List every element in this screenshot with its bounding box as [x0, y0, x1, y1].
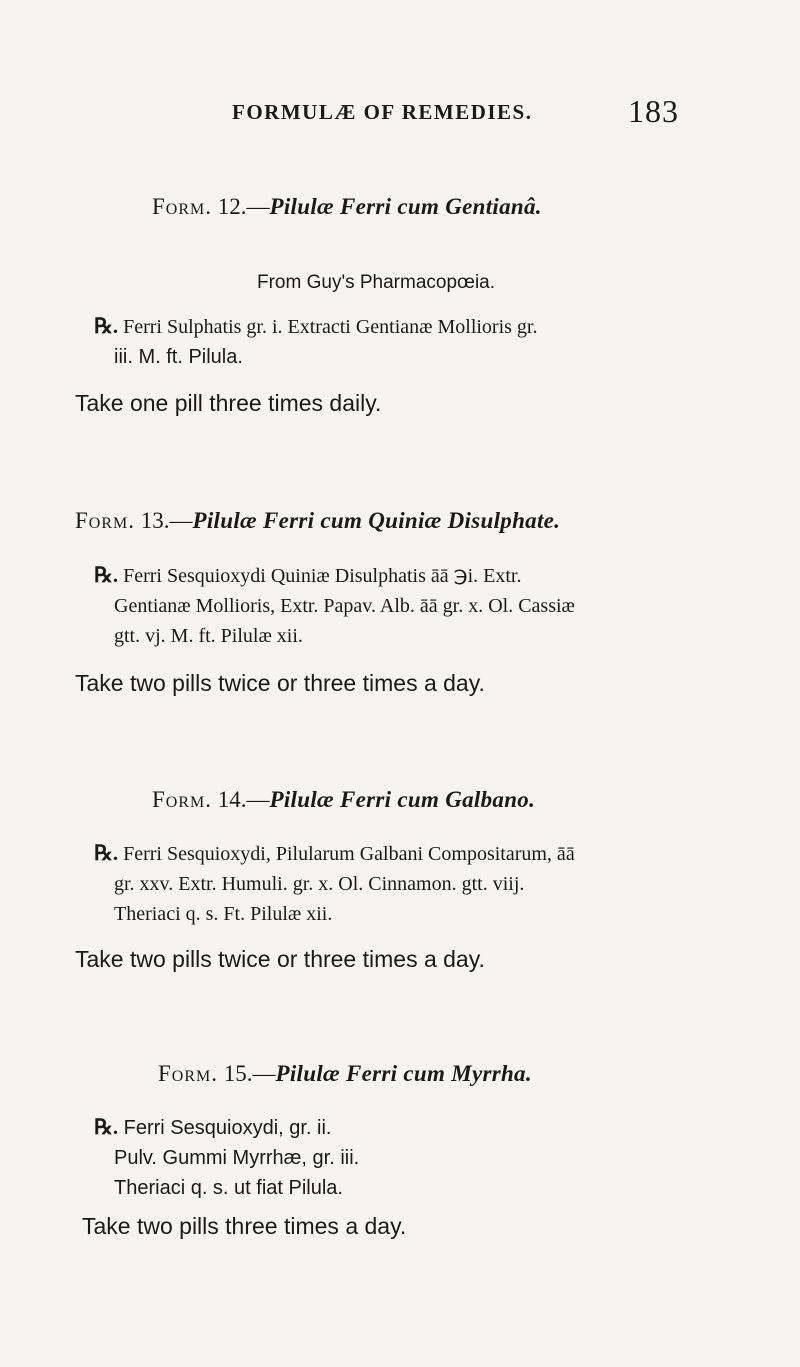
prescription-symbol: ℞. [94, 1115, 119, 1139]
form-14-instruction: Take two pills twice or three times a day. [75, 946, 485, 972]
form-title: Pilulæ Ferri cum Quiniæ Disulphate. [192, 508, 561, 533]
form-number: 14.— [212, 787, 270, 812]
form-title: Pilulæ Ferri cum Galbano. [269, 787, 536, 812]
recipe-text: Ferri Sesquioxydi Quiniæ Disulphatis āā ℈i. Extr. [118, 565, 522, 587]
form-12-heading [152, 194, 542, 220]
recipe-line: gtt. vj. M. ft. Pilulæ xii. [114, 625, 303, 647]
recipe-line: Pulv. Gummi Myrrhæ, gr. iii. [114, 1147, 360, 1169]
prescription-symbol: ℞. [94, 841, 119, 865]
running-title: FORMULÆ OF REMEDIES. [232, 100, 533, 124]
form-13-heading [75, 508, 560, 534]
recipe-text: Ferri Sesquioxydi, gr. ii. [118, 1117, 332, 1139]
form-label: Form. [158, 1061, 218, 1086]
prescription-symbol: ℞. [94, 563, 119, 587]
form-label: Form. [152, 194, 212, 219]
form-title: Pilulæ Ferri cum Gentianâ. [269, 194, 542, 219]
form-number: 12.— [212, 194, 270, 219]
form-12-recipe [94, 311, 734, 372]
form-label: Form. [152, 787, 212, 812]
form-12-instruction: Take one pill three times daily. [75, 390, 382, 416]
recipe-text: Ferri Sulphatis gr. i. Extracti Gentianæ Mollioris gr. [118, 316, 538, 338]
recipe-text: Ferri Sesquioxydi, Pilularum Galbani Compositarum, āā [118, 843, 575, 865]
page-number: 183 [628, 93, 679, 129]
form-12-source: From Guy's Pharmacopœia. [257, 272, 496, 293]
form-label: Form. [75, 508, 135, 533]
recipe-line [94, 311, 734, 342]
recipe-line: iii. M. ft. Pilula. [114, 346, 243, 368]
form-number: 15.— [218, 1061, 276, 1086]
form-title: Pilulæ Ferri cum Myrrha. [275, 1061, 532, 1086]
form-number: 13.— [135, 508, 193, 533]
form-15-instruction: Take two pills three times a day. [82, 1213, 407, 1239]
prescription-symbol: ℞. [94, 314, 119, 338]
form-13-instruction: Take two pills twice or three times a day. [75, 670, 485, 696]
recipe-line [94, 1112, 734, 1143]
recipe-line [94, 560, 734, 591]
recipe-line: Theriaci q. s. Ft. Pilulæ xii. [114, 903, 333, 925]
recipe-line: Theriaci q. s. ut fiat Pilula. [114, 1177, 343, 1199]
recipe-line: Gentianæ Mollioris, Extr. Papav. Alb. āā gr. x. Ol. Cassiæ [114, 595, 575, 617]
recipe-line: gr. xxv. Extr. Humuli. gr. x. Ol. Cinnamon. gtt. viij. [114, 873, 525, 895]
form-13-recipe [94, 560, 734, 651]
form-15-heading [158, 1061, 532, 1087]
recipe-line [94, 838, 734, 869]
form-14-heading [152, 787, 535, 813]
form-14-recipe [94, 838, 734, 929]
form-15-recipe [94, 1112, 734, 1203]
